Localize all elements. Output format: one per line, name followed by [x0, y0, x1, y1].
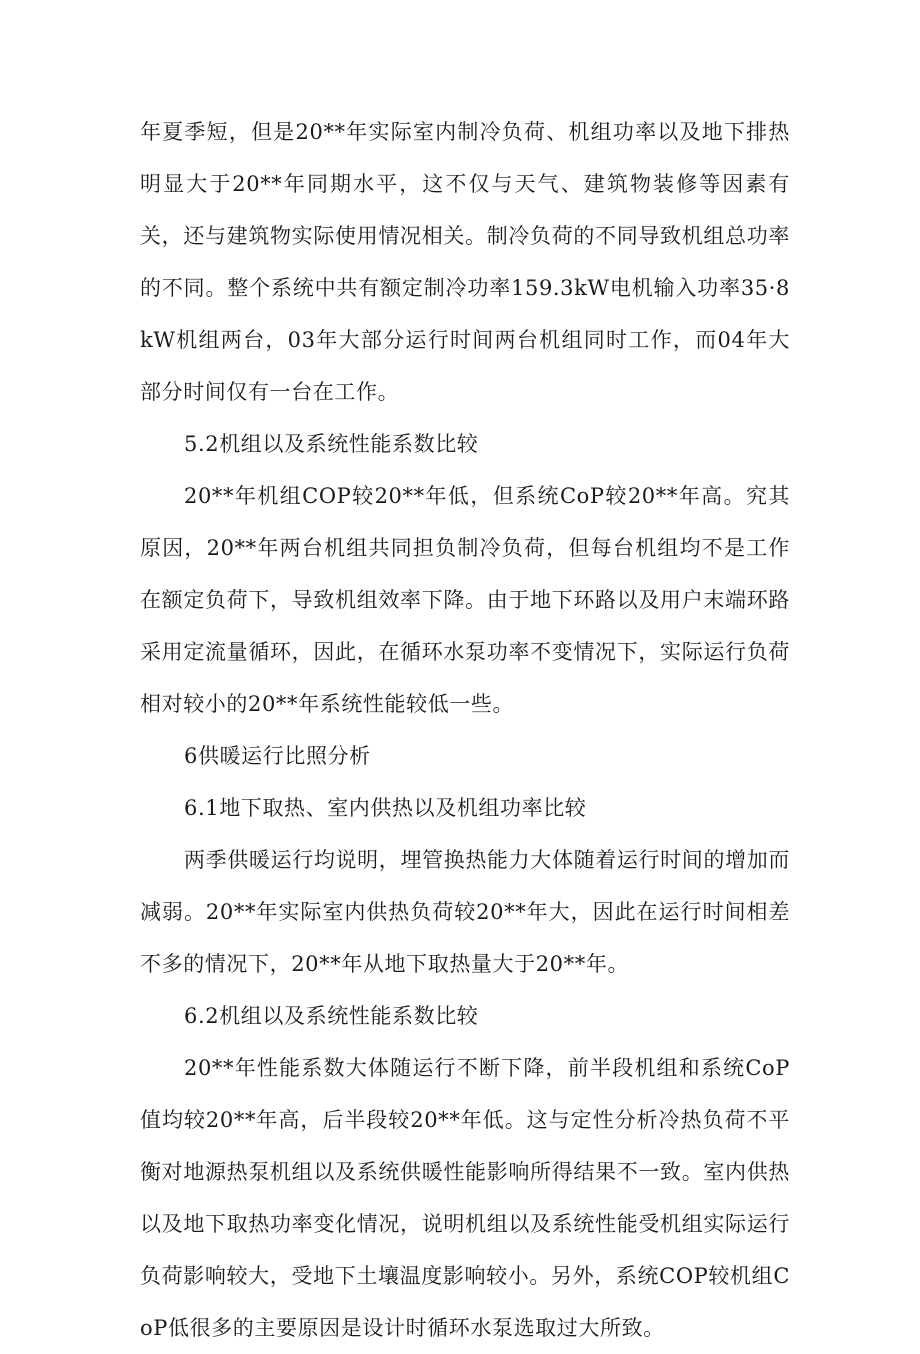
paragraph-cop-heating: 20**年性能系数大体随运行不断下降，前半段机组和系统CoP值均较20**年高，后半段较20**年低。这与定性分析冷热负荷不平衡对地源热泵机组以及系统供暖性能影响所得结果不一致。室内供热以及地下取热功率变化情况，说明机组以及系统性能受机组实际运行负荷影响较大，受地下土壤温度影响较小。另外，系统COP较机组CoP低很多的主要原因是设计时循环水泵选取过大所致。 [140, 1056, 790, 1340]
heading-5-2: 5.2机组以及系统性能系数比较 [184, 432, 479, 456]
heading-6: 6供暖运行比照分析 [184, 744, 371, 768]
document-page [140, 106, 790, 1354]
paragraph-cooling-load: 年夏季短，但是20**年实际室内制冷负荷、机组功率以及地下排热明显大于20**年同期水平，这不仅与天气、建筑物装修等因素有关，还与建筑物实际使用情况相关。制冷负荷的不同导致机组总功率的不同。整个系统中共有额定制冷功率159.3kW电机输入功率35·8kW机组两台，03年大部分运行时间两台机组同时工作，而04年大部分时间仅有一台在工作。 [140, 120, 790, 404]
heading-6-1: 6.1地下取热、室内供热以及机组功率比较 [184, 796, 587, 820]
paragraph-heating-load: 两季供暖运行均说明，埋管换热能力大体随着运行时间的增加而减弱。20**年实际室内供热负荷较20**年大，因此在运行时间相差不多的情况下，20**年从地下取热量大于20**年。 [140, 848, 790, 976]
paragraph-cop-cooling: 20**年机组COP较20**年低，但系统CoP较20**年高。究其原因，20**年两台机组共同担负制冷负荷，但每台机组均不是工作在额定负荷下，导致机组效率下降。由于地下环路以及用户末端环路采用定流量循环，因此，在循环水泵功率不变情况下，实际运行负荷相对较小的20**年系统性能较低一些。 [140, 484, 790, 716]
heading-6-2: 6.2机组以及系统性能系数比较 [184, 1004, 479, 1028]
